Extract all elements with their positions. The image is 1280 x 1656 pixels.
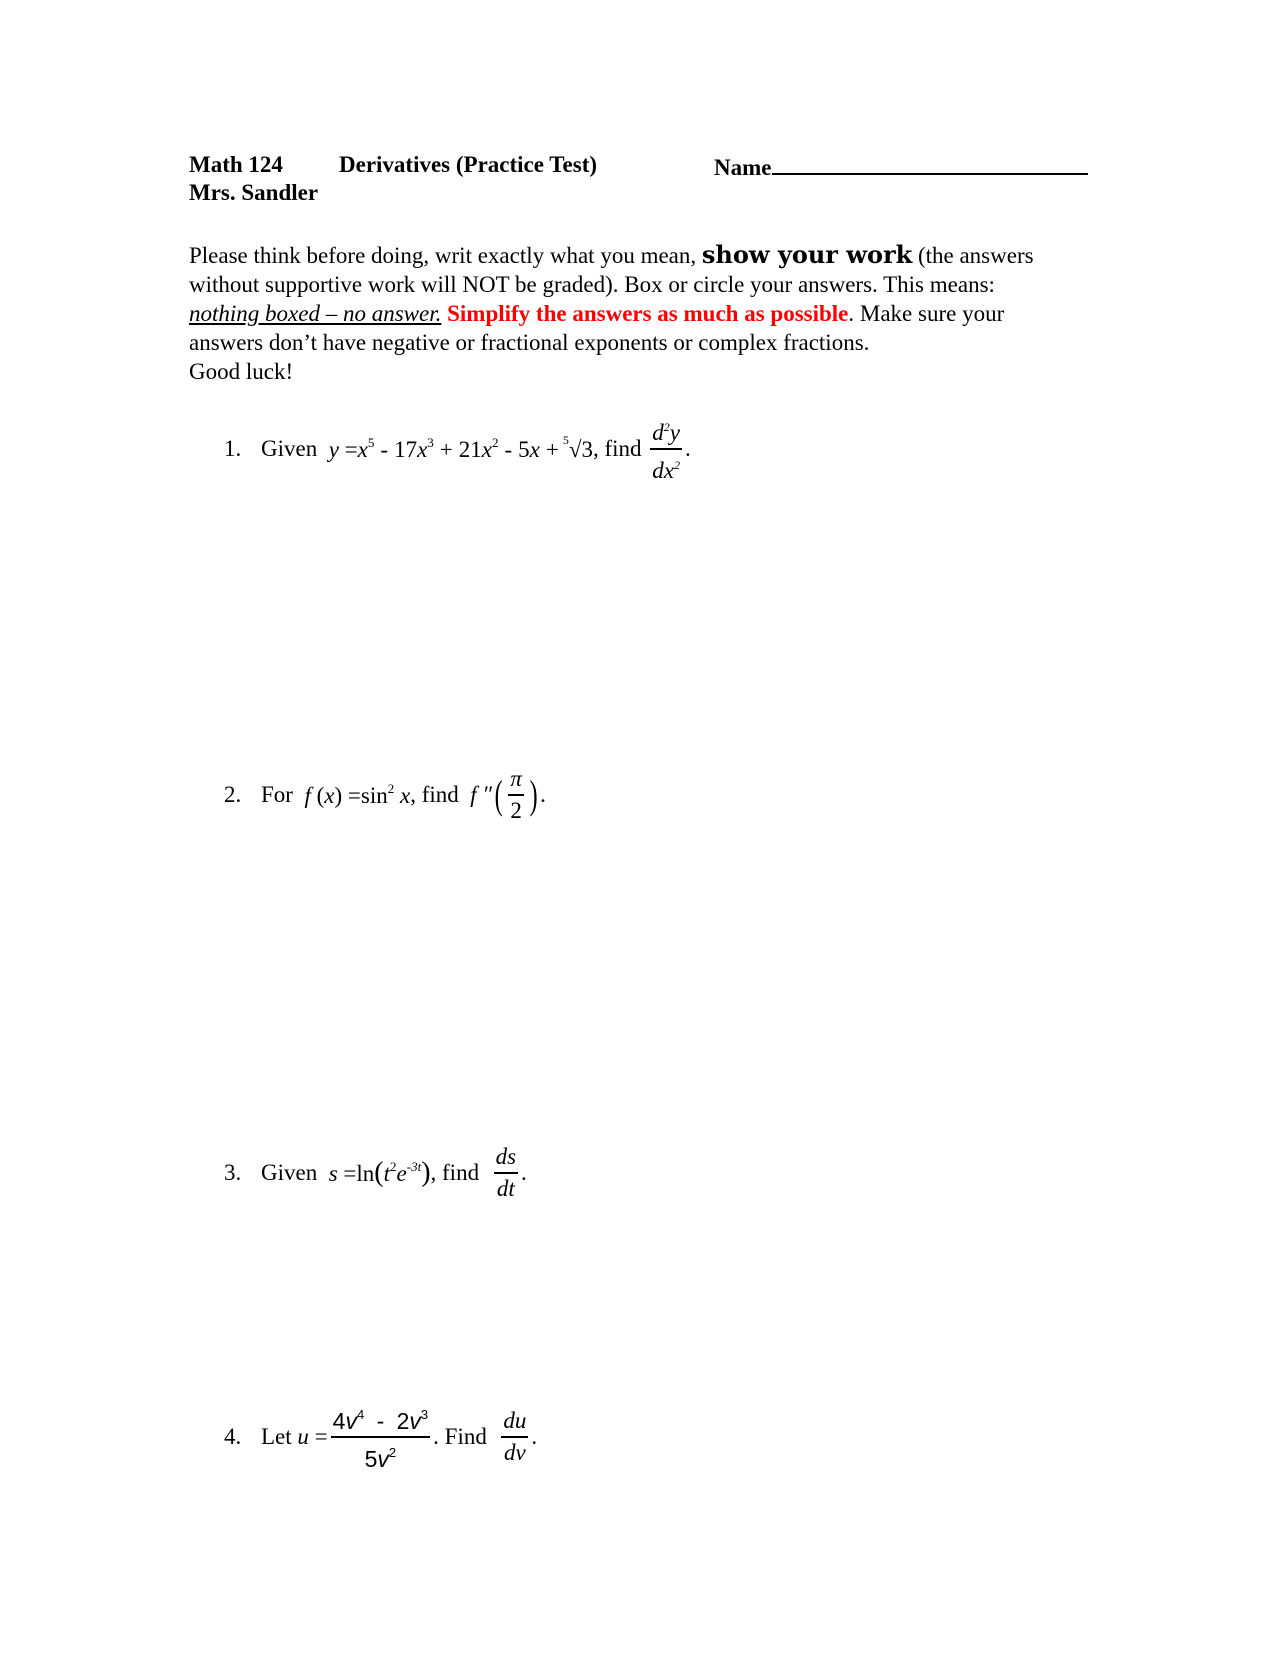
fraction-denominator: $dx^2$ bbox=[652, 457, 681, 483]
find-text: . Find bbox=[433, 1423, 487, 1449]
u-fraction: $\frac{4v^4 - 2v^3}{5v^2}$ bbox=[332, 1407, 429, 1472]
problem-number: 1. bbox=[224, 435, 242, 461]
problem-lead: Given bbox=[261, 1159, 318, 1185]
fraction-denominator: dt bbox=[496, 1175, 515, 1201]
nothing-boxed-note: nothing boxed – no answer. bbox=[189, 301, 442, 326]
equation: $s =\ln(t^2e^{-3t})$ bbox=[328, 1156, 431, 1188]
problem-3: 3. Given $s =\ln(t^2e^{-3t})$ , find $\frac{ds}{dt}$ . bbox=[224, 1142, 527, 1204]
test-title: Derivatives (Practice Test) bbox=[339, 152, 598, 177]
name-blank-line bbox=[772, 152, 1088, 175]
problem-lead: Given bbox=[261, 435, 318, 461]
teacher-name: Mrs. Sandler bbox=[189, 180, 319, 205]
good-luck: Good luck! bbox=[189, 359, 294, 384]
problem-2: 2. For f $(x) =\sin^2$ x , find f ″ ( $\frac{\pi}{2}$ ) . bbox=[224, 764, 546, 826]
f-double-prime: f ″ bbox=[470, 781, 492, 807]
show-your-work: show your work bbox=[701, 240, 913, 269]
instructions-line-4: answers don’t have negative or fractional exponents or complex fractions. bbox=[189, 330, 870, 355]
problem-lead: Let bbox=[261, 1423, 292, 1449]
equation: $y =x^5 - 17x^3 + 21x^2 - 5x$ + 5 √3 bbox=[328, 432, 593, 462]
fraction-denominator: dv bbox=[503, 1439, 526, 1465]
problem-4: 4. Let u = $\frac{4v^4 - 2v^3}{5v^2}$ . Find $\frac{du}{dv}$ . bbox=[224, 1400, 537, 1474]
find-text: , find bbox=[430, 1159, 480, 1185]
name-label: Name bbox=[714, 155, 772, 180]
find-text: , find bbox=[592, 435, 642, 461]
problem-number: 3. bbox=[224, 1159, 242, 1185]
instructions-line-1: Please think before doing, writ exactly what you mean, show your work (the answers bbox=[189, 240, 1034, 269]
fraction-numerator: ds bbox=[495, 1144, 517, 1169]
course-label: Math 124 bbox=[189, 152, 283, 177]
instructions-line-2: without supportive work will NOT be graded). Box or circle your answers. This means: bbox=[189, 272, 995, 297]
fraction-numerator: $d^2y$ bbox=[652, 420, 681, 445]
find-text: , find bbox=[410, 781, 459, 807]
problem-number: 4. bbox=[224, 1423, 242, 1449]
equation: f $(x) =\sin^2$ x bbox=[304, 780, 411, 808]
derivative-fraction bbox=[650, 412, 682, 486]
derivative-fraction bbox=[501, 1406, 528, 1468]
problem-1: 1. Given $y =x^5 - 17x^3 + 21x^2 - 5x$ + 5 √3 , find $\frac{d^2y}{dx^2}$ . bbox=[224, 412, 691, 486]
name-field bbox=[714, 152, 1088, 181]
simplify-note: Simplify the answers as much as possible bbox=[447, 301, 849, 326]
pi-over-two: $\frac{\pi}{2}$ bbox=[510, 766, 522, 823]
equation: u = bbox=[297, 1423, 328, 1449]
instructions-line-3: nothing boxed – no answer. Simplify the answers as much as possible. Make sure your bbox=[189, 301, 1005, 326]
derivative-fraction bbox=[494, 1142, 518, 1204]
instructions bbox=[189, 240, 1089, 386]
problem-number: 2. bbox=[224, 781, 242, 807]
problem-lead: For bbox=[261, 781, 293, 807]
fraction-numerator: du bbox=[503, 1408, 527, 1433]
